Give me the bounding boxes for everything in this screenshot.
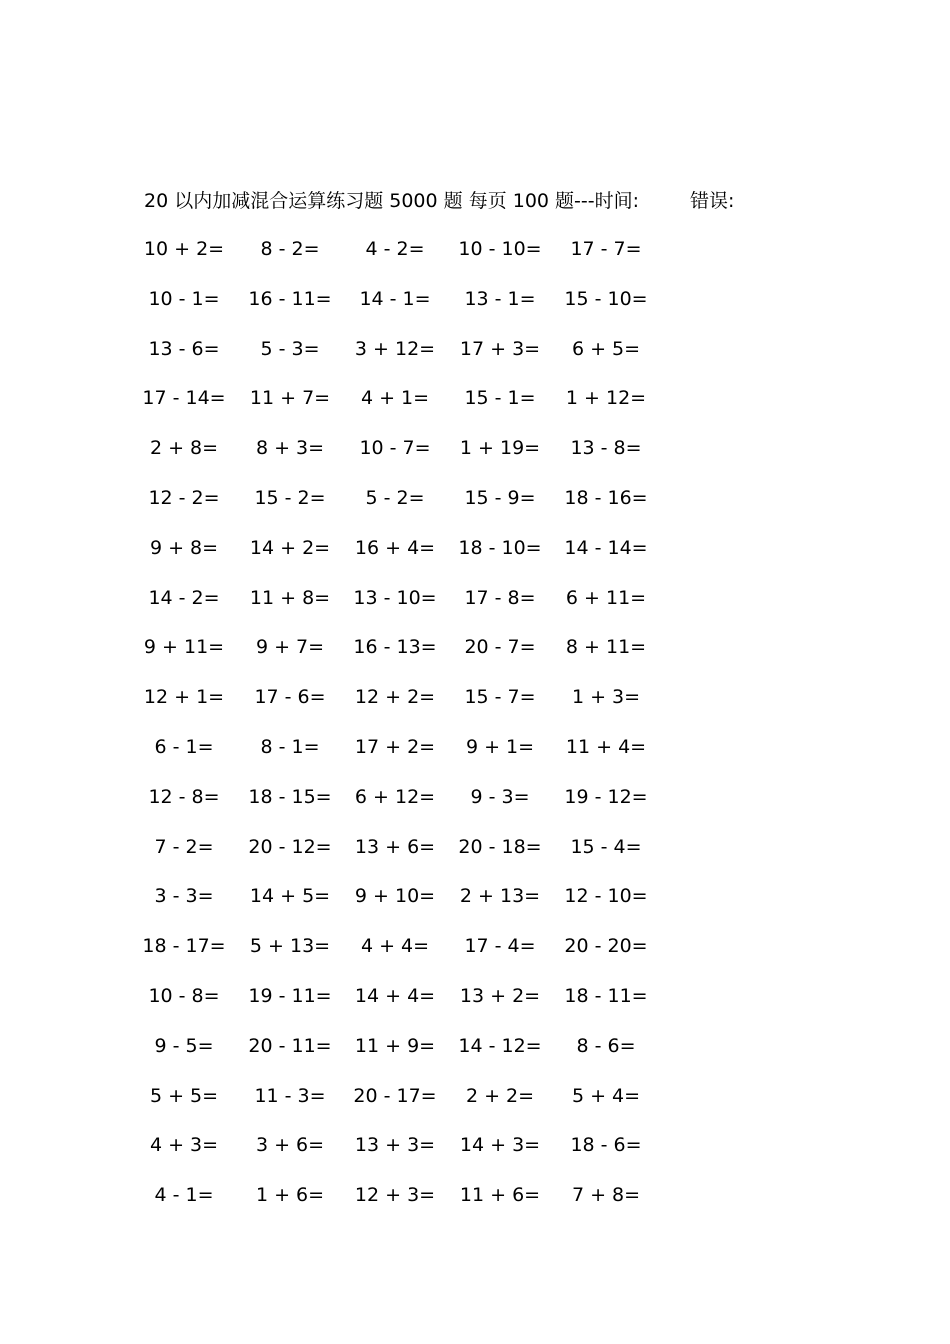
math-problem: 15 - 4=	[570, 835, 642, 858]
math-problem: 20 - 18=	[458, 835, 542, 858]
math-problem: 11 + 6=	[459, 1184, 541, 1207]
problem-row	[144, 681, 664, 731]
math-problem: 9 + 1=	[465, 735, 535, 758]
math-problem: 17 - 6=	[254, 686, 326, 709]
math-problem: 14 - 1=	[359, 287, 431, 310]
math-problem: 8 + 3=	[255, 437, 325, 460]
math-problem: 18 - 6=	[570, 1134, 642, 1157]
math-problem: 16 - 13=	[353, 636, 437, 659]
math-problem: 5 + 5=	[149, 1084, 219, 1107]
problem-row	[144, 1179, 664, 1229]
math-problem: 2 + 8=	[149, 437, 219, 460]
math-problem: 15 - 2=	[254, 486, 326, 509]
math-problem: 9 + 8=	[149, 536, 219, 559]
math-problem: 5 - 2=	[365, 486, 425, 509]
math-problem: 12 + 1=	[143, 686, 225, 709]
math-problem: 11 - 3=	[254, 1084, 326, 1107]
math-problem: 1 + 12=	[565, 387, 647, 410]
math-problem: 11 + 9=	[354, 1034, 436, 1057]
math-problem: 15 - 9=	[464, 486, 536, 509]
math-problem: 10 - 10=	[458, 238, 542, 260]
math-problem: 4 - 1=	[154, 1184, 214, 1207]
worksheet-title: 20 以内加减混合运算练习题 5000 题 每页 100 题---时间:	[144, 190, 640, 212]
problem-row	[144, 1129, 664, 1179]
problem-row	[144, 631, 664, 681]
math-problem: 10 - 7=	[359, 437, 431, 460]
math-problem: 9 + 10=	[354, 885, 436, 908]
math-problem: 14 - 14=	[564, 536, 648, 559]
math-problem: 20 - 7=	[464, 636, 536, 659]
math-problem: 12 + 3=	[354, 1184, 436, 1207]
math-problem: 8 + 11=	[565, 636, 647, 659]
math-problem: 1 + 6=	[255, 1184, 325, 1207]
math-problem: 4 - 2=	[365, 238, 425, 260]
problem-row	[144, 731, 664, 781]
problem-row	[144, 1080, 664, 1130]
math-problem: 10 + 2=	[143, 238, 225, 260]
math-problem: 2 + 13=	[459, 885, 541, 908]
problem-row	[144, 980, 664, 1030]
problem-row	[144, 930, 664, 980]
math-problem: 17 + 2=	[354, 735, 436, 758]
math-problem: 8 - 2=	[260, 238, 320, 260]
math-problem: 17 + 3=	[459, 337, 541, 360]
worksheet-header	[144, 186, 784, 216]
math-problem: 14 + 4=	[354, 984, 436, 1007]
math-problem: 9 + 7=	[255, 636, 325, 659]
problem-row	[144, 233, 664, 283]
math-problem: 13 - 1=	[464, 287, 536, 310]
math-problem: 12 - 2=	[148, 486, 220, 509]
math-problem: 8 - 1=	[260, 735, 320, 758]
math-problem: 9 - 5=	[154, 1034, 214, 1057]
math-problem: 13 + 2=	[459, 984, 541, 1007]
math-problem: 6 + 5=	[571, 337, 641, 360]
math-problem: 12 + 2=	[354, 686, 436, 709]
math-problem: 13 - 10=	[353, 586, 437, 609]
math-problem: 20 - 20=	[564, 935, 648, 958]
math-problem: 18 - 16=	[564, 486, 648, 509]
math-problem: 2 + 2=	[465, 1084, 535, 1107]
math-problem: 7 + 8=	[571, 1184, 641, 1207]
math-problem: 20 - 17=	[353, 1084, 437, 1107]
math-problem: 12 - 8=	[148, 785, 220, 808]
math-problem: 15 - 7=	[464, 686, 536, 709]
math-problem: 13 - 8=	[570, 437, 642, 460]
math-problem: 10 - 8=	[148, 984, 220, 1007]
problem-row	[144, 1030, 664, 1080]
problem-row	[144, 382, 664, 432]
math-problem: 5 - 3=	[260, 337, 320, 360]
math-problem: 11 + 8=	[249, 586, 331, 609]
math-problem: 14 + 2=	[249, 536, 331, 559]
math-problem: 20 - 12=	[248, 835, 332, 858]
math-problem: 19 - 12=	[564, 785, 648, 808]
math-problem: 11 + 4=	[565, 735, 647, 758]
math-problem: 14 + 3=	[459, 1134, 541, 1157]
math-problem: 16 - 11=	[248, 287, 332, 310]
math-problem: 14 + 5=	[249, 885, 331, 908]
math-problem: 13 + 3=	[354, 1134, 436, 1157]
problem-row	[144, 432, 664, 482]
math-problem: 12 - 10=	[564, 885, 648, 908]
math-problem: 8 - 6=	[576, 1034, 636, 1057]
problem-row	[144, 582, 664, 632]
math-problem: 17 - 8=	[464, 586, 536, 609]
problem-row	[144, 831, 664, 881]
math-problem: 3 + 6=	[255, 1134, 325, 1157]
math-problem: 5 + 13=	[249, 935, 331, 958]
math-problem: 4 + 1=	[360, 387, 430, 410]
math-problem: 6 + 11=	[565, 586, 647, 609]
math-problem: 4 + 3=	[149, 1134, 219, 1157]
math-problem: 14 - 12=	[458, 1034, 542, 1057]
math-problem: 15 - 1=	[464, 387, 536, 410]
errors-label: 错误:	[690, 190, 735, 212]
problem-row	[144, 482, 664, 532]
math-problem: 5 + 4=	[571, 1084, 641, 1107]
problem-grid	[144, 233, 664, 1229]
math-problem: 18 - 10=	[458, 536, 542, 559]
math-problem: 18 - 11=	[564, 984, 648, 1007]
problem-row	[144, 880, 664, 930]
math-problem: 17 - 14=	[142, 387, 226, 410]
math-problem: 7 - 2=	[154, 835, 214, 858]
math-problem: 10 - 1=	[148, 287, 220, 310]
math-problem: 20 - 11=	[248, 1034, 332, 1057]
math-problem: 15 - 10=	[564, 287, 648, 310]
math-problem: 14 - 2=	[148, 586, 220, 609]
math-problem: 18 - 17=	[142, 935, 226, 958]
math-problem: 3 + 12=	[354, 337, 436, 360]
math-problem: 19 - 11=	[248, 984, 332, 1007]
math-problem: 1 + 3=	[571, 686, 641, 709]
math-problem: 13 + 6=	[354, 835, 436, 858]
problem-row	[144, 283, 664, 333]
math-problem: 1 + 19=	[459, 437, 541, 460]
math-problem: 16 + 4=	[354, 536, 436, 559]
math-problem: 4 + 4=	[360, 935, 430, 958]
math-problem: 17 - 7=	[570, 238, 642, 260]
math-problem: 11 + 7=	[249, 387, 331, 410]
math-problem: 18 - 15=	[248, 785, 332, 808]
math-problem: 13 - 6=	[148, 337, 220, 360]
problem-row	[144, 333, 664, 383]
math-problem: 3 - 3=	[154, 885, 214, 908]
math-problem: 17 - 4=	[464, 935, 536, 958]
math-problem: 9 + 11=	[143, 636, 225, 659]
problem-row	[144, 532, 664, 582]
math-problem: 9 - 3=	[470, 785, 530, 808]
math-problem: 6 - 1=	[154, 735, 214, 758]
math-problem: 6 + 12=	[354, 785, 436, 808]
problem-row	[144, 781, 664, 831]
